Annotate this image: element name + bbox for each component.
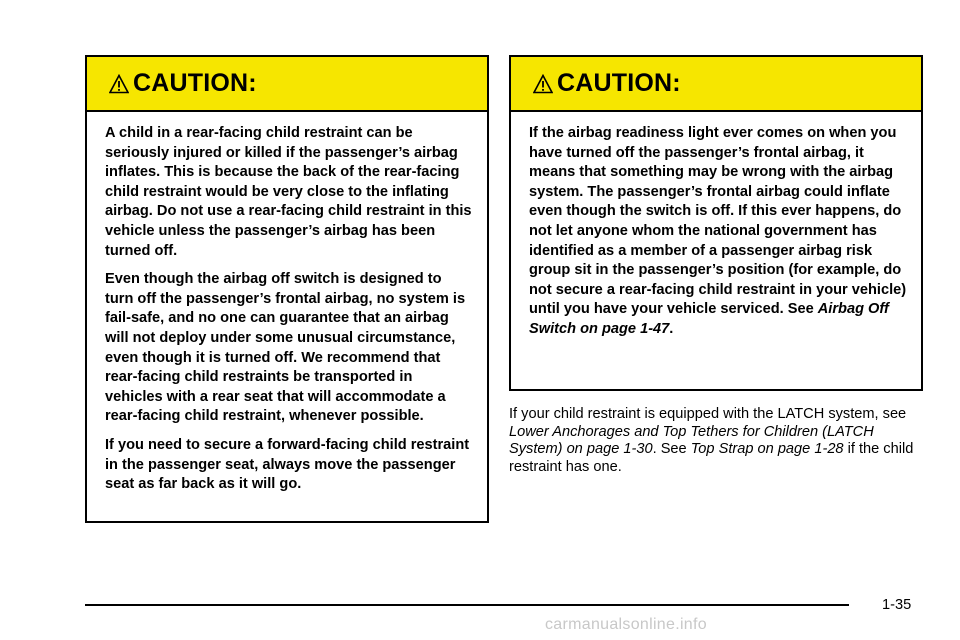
body-text: . See (652, 441, 691, 458)
caution-text: If the airbag readiness light ever comes on when you have turned off the passenger’s frontal airbag, it means that something may be wrong with the airbag system. The passenger’s frontal airbag could inflate even though the switch is off. If this ever happens, do not let anyone whom the national government has identified as a member of a passenger airbag risk group sit in the passenger’s position (for example, do not secure a rear-facing child restraint in your vehicle) until you have your vehicle serviced. See (529, 125, 907, 318)
warning-triangle-icon (533, 74, 553, 94)
page-number: 1-35 (882, 597, 912, 613)
body-text: If your child restraint is equipped with the LATCH system, see (509, 406, 907, 422)
caution-header (511, 57, 921, 112)
caution-paragraph: If you need to secure a forward-facing child restraint in the passenger seat, always move the passenger seat as far back as it will go. (105, 436, 470, 493)
watermark: carmanualsonline.info (545, 616, 707, 633)
caution-title: CAUTION: (133, 69, 257, 97)
cross-reference-link[interactable]: Lower Anchorages and Top Tethers for Children (LATCH System) on page 1-30 (509, 423, 874, 458)
caution-body (511, 112, 921, 340)
caution-text-end: . (669, 320, 674, 337)
caution-box-left (85, 55, 489, 523)
cross-reference-link[interactable]: Airbag Off Switch on page 1-47 (529, 301, 889, 337)
caution-header (87, 57, 487, 112)
cross-reference-link[interactable]: Top Strap on page 1-28 (690, 441, 844, 458)
warning-triangle-icon (109, 74, 129, 94)
caution-paragraph: A child in a rear-facing child restraint can be seriously injured or killed if the passenger’s airbag inflates. This is because the back of the rear-facing child restraint would be very close to the inflating airbag. Do not use a rear-facing child restraint in this vehicle unless the passenger’s airbag has been turned off. (105, 125, 472, 259)
body-text: if the child restraint has one. (509, 441, 914, 475)
caution-body (87, 112, 487, 495)
footer-rule (85, 604, 849, 606)
caution-box-right (509, 55, 923, 391)
caution-title: CAUTION: (557, 69, 681, 97)
caution-paragraph: Even though the airbag off switch is designed to turn off the passenger’s frontal airbag, no system is fail-safe, and no one can guarantee that an airbag will not deploy under some unusual circumstance, even though it is turned off. We recommend that rear-facing child restraints be transported in vehicles with a rear seat that will accommodate a rear-facing child restraint, whenever possible. (105, 271, 466, 425)
body-paragraph (509, 406, 929, 476)
caution-paragraph (529, 124, 907, 340)
